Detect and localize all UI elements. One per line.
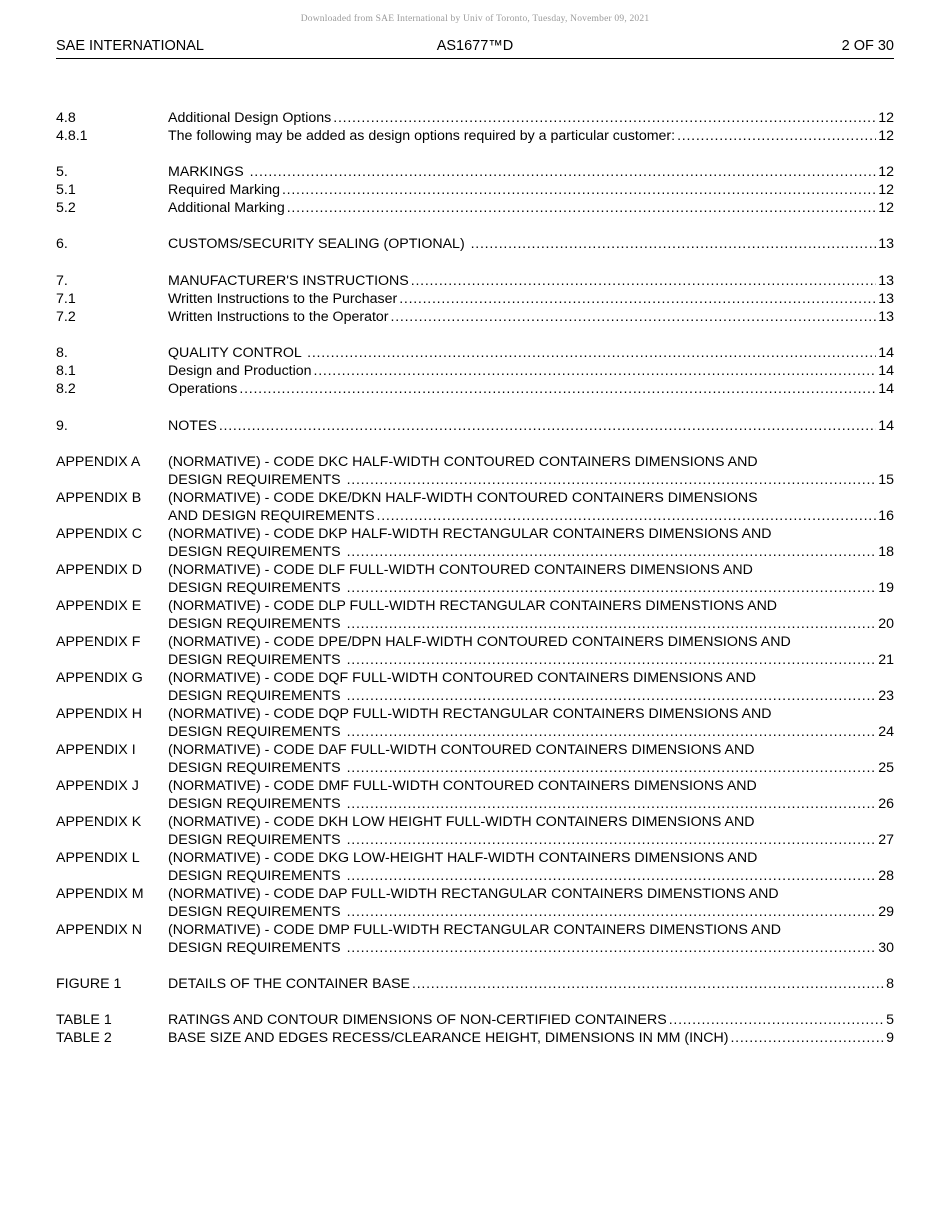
toc-appendix-entry[interactable] <box>56 453 894 489</box>
dot-leader <box>669 1011 884 1029</box>
toc-entry[interactable] <box>56 109 894 127</box>
toc-number: APPENDIX D <box>56 562 142 578</box>
toc-title-line2: DESIGN REQUIREMENTS <box>168 904 345 920</box>
toc-title-line2: DESIGN REQUIREMENTS <box>168 760 345 776</box>
dot-leader <box>347 867 877 885</box>
dot-leader <box>239 380 876 398</box>
download-watermark: Downloaded from SAE International by Univ of Toronto, Tuesday, November 09, 2021 <box>300 14 650 24</box>
toc-title-line2: DESIGN REQUIREMENTS <box>168 472 345 488</box>
toc-title: MANUFACTURER'S INSTRUCTIONS <box>168 273 409 289</box>
toc-title-line2: DESIGN REQUIREMENTS <box>168 652 345 668</box>
dot-leader <box>731 1029 885 1047</box>
toc-appendix-entry[interactable] <box>56 849 894 885</box>
dot-leader <box>347 543 877 561</box>
toc-entry[interactable] <box>56 344 894 362</box>
toc-number: APPENDIX C <box>56 526 142 542</box>
toc-page: 13 <box>878 236 894 252</box>
toc-title-line1: (NORMATIVE) - CODE DMP FULL-WIDTH RECTANGULAR CONTAINERS DIMENSTIONS AND <box>168 922 781 938</box>
toc-number: APPENDIX I <box>56 742 136 758</box>
dot-leader <box>412 975 884 993</box>
toc-number: APPENDIX M <box>56 886 144 902</box>
dot-leader <box>347 831 877 849</box>
toc-page: 12 <box>878 182 894 198</box>
toc-appendix-entry[interactable] <box>56 741 894 777</box>
toc-page: 26 <box>878 796 894 812</box>
toc-title-line2: DESIGN REQUIREMENTS <box>168 724 345 740</box>
toc-page: 24 <box>878 724 894 740</box>
toc-page: 13 <box>878 309 894 325</box>
toc-appendix-entry[interactable] <box>56 705 894 741</box>
toc-page: 14 <box>878 381 894 397</box>
toc-appendix-entry[interactable] <box>56 561 894 597</box>
toc-title-line2: DESIGN REQUIREMENTS <box>168 832 345 848</box>
toc-page: 8 <box>886 976 894 992</box>
toc-title-line2: DESIGN REQUIREMENTS <box>168 616 345 632</box>
toc-figure-entry[interactable] <box>56 975 894 993</box>
toc-table-entry[interactable] <box>56 1029 894 1047</box>
dot-leader <box>314 362 877 380</box>
dot-leader <box>347 579 877 597</box>
toc-title: The following may be added as design options required by a particular customer: <box>168 128 676 144</box>
toc-number: APPENDIX L <box>56 850 140 866</box>
toc-page: 25 <box>878 760 894 776</box>
toc-page: 9 <box>886 1030 894 1046</box>
toc-entry[interactable] <box>56 199 894 217</box>
toc-number: APPENDIX A <box>56 454 141 470</box>
dot-leader <box>377 507 877 525</box>
dot-leader <box>347 651 877 669</box>
toc-number: APPENDIX H <box>56 706 142 722</box>
toc-title-line1: (NORMATIVE) - CODE DPE/DPN HALF-WIDTH CONTOURED CONTAINERS DIMENSIONS AND <box>168 634 791 650</box>
toc-appendix-entry[interactable] <box>56 489 894 525</box>
toc-title-line1: (NORMATIVE) - CODE DLF FULL-WIDTH CONTOURED CONTAINERS DIMENSIONS AND <box>168 562 753 578</box>
toc-table-entry[interactable] <box>56 1011 894 1029</box>
toc-title: Additional Design Options <box>168 110 332 126</box>
toc-number: APPENDIX G <box>56 670 143 686</box>
dot-leader <box>250 163 877 181</box>
toc-page: 14 <box>878 418 894 434</box>
toc-number: FIGURE 1 <box>56 976 122 992</box>
toc-title-line2: DESIGN REQUIREMENTS <box>168 796 345 812</box>
toc-title: DETAILS OF THE CONTAINER BASE <box>168 976 411 992</box>
dot-leader <box>307 344 876 362</box>
toc-title-line1: (NORMATIVE) - CODE DKC HALF-WIDTH CONTOURED CONTAINERS DIMENSIONS AND <box>168 454 758 470</box>
toc-page: 12 <box>878 164 894 180</box>
toc-number: 8. <box>56 345 68 361</box>
toc-page: 14 <box>878 363 894 379</box>
dot-leader <box>399 290 876 308</box>
toc-page: 12 <box>878 110 894 126</box>
toc-number: 6. <box>56 236 68 252</box>
toc-appendix-entry[interactable] <box>56 633 894 669</box>
toc-title-line1: (NORMATIVE) - CODE DKG LOW-HEIGHT HALF-WIDTH CONTAINERS DIMENSIONS AND <box>168 850 758 866</box>
toc-title: RATINGS AND CONTOUR DIMENSIONS OF NON-CERTIFIED CONTAINERS <box>168 1012 667 1028</box>
dot-leader <box>471 235 877 253</box>
toc-page: 13 <box>878 273 894 289</box>
toc-page: 14 <box>878 345 894 361</box>
toc-entry[interactable] <box>56 417 894 435</box>
table-of-contents <box>56 109 894 1047</box>
toc-page: 18 <box>878 544 894 560</box>
header-page-number: 2 OF 30 <box>841 38 894 54</box>
toc-page: 15 <box>878 472 894 488</box>
toc-page: 5 <box>886 1012 894 1028</box>
toc-title-line2: AND DESIGN REQUIREMENTS <box>168 508 375 524</box>
toc-appendix-entry[interactable] <box>56 885 894 921</box>
toc-title: BASE SIZE AND EDGES RECESS/CLEARANCE HEIGHT, DIMENSIONS IN MM (INCH) <box>168 1030 729 1046</box>
toc-title-line1: (NORMATIVE) - CODE DQF FULL-WIDTH CONTOURED CONTAINERS DIMENSIONS AND <box>168 670 757 686</box>
toc-title: CUSTOMS/SECURITY SEALING (OPTIONAL) <box>168 236 469 252</box>
toc-number: APPENDIX F <box>56 634 141 650</box>
toc-number: 5.1 <box>56 182 76 198</box>
toc-number: 7.2 <box>56 309 76 325</box>
toc-number: TABLE 2 <box>56 1030 112 1046</box>
dot-leader <box>219 417 876 435</box>
toc-title-line2: DESIGN REQUIREMENTS <box>168 544 345 560</box>
toc-title: Written Instructions to the Purchaser <box>168 291 398 307</box>
toc-page: 20 <box>878 616 894 632</box>
toc-appendix-entry[interactable] <box>56 813 894 849</box>
toc-title: MARKINGS <box>168 164 248 180</box>
toc-number: TABLE 1 <box>56 1012 112 1028</box>
toc-page: 19 <box>878 580 894 596</box>
dot-leader <box>347 723 877 741</box>
dot-leader <box>287 199 877 217</box>
toc-number: 7.1 <box>56 291 76 307</box>
toc-appendix-entry[interactable] <box>56 669 894 705</box>
toc-number: APPENDIX N <box>56 922 142 938</box>
header-organization: SAE INTERNATIONAL <box>56 38 204 54</box>
dot-leader <box>347 939 877 957</box>
toc-page: 13 <box>878 291 894 307</box>
toc-title-line1: (NORMATIVE) - CODE DKE/DKN HALF-WIDTH CONTOURED CONTAINERS DIMENSIONS <box>168 490 758 506</box>
toc-title-line2: DESIGN REQUIREMENTS <box>168 868 345 884</box>
dot-leader <box>347 471 877 489</box>
toc-number: 4.8.1 <box>56 128 88 144</box>
toc-number: APPENDIX E <box>56 598 142 614</box>
toc-page: 21 <box>878 652 894 668</box>
toc-page: 30 <box>878 940 894 956</box>
toc-title: Written Instructions to the Operator <box>168 309 389 325</box>
toc-title-line1: (NORMATIVE) - CODE DQP FULL-WIDTH RECTANGULAR CONTAINERS DIMENSIONS AND <box>168 706 772 722</box>
toc-title-line2: DESIGN REQUIREMENTS <box>168 688 345 704</box>
toc-number: 5.2 <box>56 200 76 216</box>
dot-leader <box>333 109 876 127</box>
dot-leader <box>347 795 877 813</box>
toc-title: Required Marking <box>168 182 280 198</box>
dot-leader <box>391 308 877 326</box>
toc-title: Additional Marking <box>168 200 285 216</box>
toc-title: Design and Production <box>168 363 312 379</box>
dot-leader <box>677 127 876 145</box>
toc-page: 12 <box>878 128 894 144</box>
toc-page: 23 <box>878 688 894 704</box>
toc-title-line1: (NORMATIVE) - CODE DAF FULL-WIDTH CONTOURED CONTAINERS DIMENSIONS AND <box>168 742 755 758</box>
dot-leader <box>411 272 876 290</box>
toc-entry[interactable] <box>56 181 894 199</box>
toc-number: 8.1 <box>56 363 76 379</box>
toc-title-line1: (NORMATIVE) - CODE DAP FULL-WIDTH RECTANGULAR CONTAINERS DIMENSTIONS AND <box>168 886 779 902</box>
toc-number: APPENDIX B <box>56 490 142 506</box>
toc-appendix-entry[interactable] <box>56 525 894 561</box>
dot-leader <box>282 181 876 199</box>
toc-entry[interactable] <box>56 362 894 380</box>
toc-appendix-entry[interactable] <box>56 921 894 957</box>
toc-number: 8.2 <box>56 381 76 397</box>
toc-title: NOTES <box>168 418 217 434</box>
dot-leader <box>347 759 877 777</box>
toc-entry[interactable] <box>56 290 894 308</box>
toc-entry[interactable] <box>56 163 894 181</box>
toc-page: 12 <box>878 200 894 216</box>
toc-page: 29 <box>878 904 894 920</box>
toc-number: 7. <box>56 273 68 289</box>
header-document-number: AS1677™D <box>436 38 514 54</box>
toc-title-line2: DESIGN REQUIREMENTS <box>168 580 345 596</box>
toc-title-line1: (NORMATIVE) - CODE DKH LOW HEIGHT FULL-WIDTH CONTAINERS DIMENSIONS AND <box>168 814 755 830</box>
toc-page: 16 <box>878 508 894 524</box>
toc-appendix-entry[interactable] <box>56 597 894 633</box>
toc-entry[interactable] <box>56 235 894 253</box>
toc-title-line1: (NORMATIVE) - CODE DLP FULL-WIDTH RECTANGULAR CONTAINERS DIMENSTIONS AND <box>168 598 778 614</box>
toc-appendix-entry[interactable] <box>56 777 894 813</box>
toc-title: Operations <box>168 381 238 397</box>
toc-title-line1: (NORMATIVE) - CODE DMF FULL-WIDTH CONTOURED CONTAINERS DIMENSIONS AND <box>168 778 757 794</box>
toc-entry[interactable] <box>56 272 894 290</box>
dot-leader <box>347 687 877 705</box>
toc-title-line1: (NORMATIVE) - CODE DKP HALF-WIDTH RECTANGULAR CONTAINERS DIMENSIONS AND <box>168 526 772 542</box>
toc-page: 28 <box>878 868 894 884</box>
toc-number: APPENDIX J <box>56 778 139 794</box>
dot-leader <box>347 615 877 633</box>
toc-entry[interactable] <box>56 127 894 145</box>
toc-number: APPENDIX K <box>56 814 142 830</box>
dot-leader <box>347 903 877 921</box>
toc-entry[interactable] <box>56 380 894 398</box>
toc-title: QUALITY CONTROL <box>168 345 306 361</box>
toc-number: 4.8 <box>56 110 76 126</box>
toc-entry[interactable] <box>56 308 894 326</box>
toc-number: 9. <box>56 418 68 434</box>
toc-title-line2: DESIGN REQUIREMENTS <box>168 940 345 956</box>
toc-page: 27 <box>878 832 894 848</box>
page-header <box>56 38 894 59</box>
toc-number: 5. <box>56 164 68 180</box>
